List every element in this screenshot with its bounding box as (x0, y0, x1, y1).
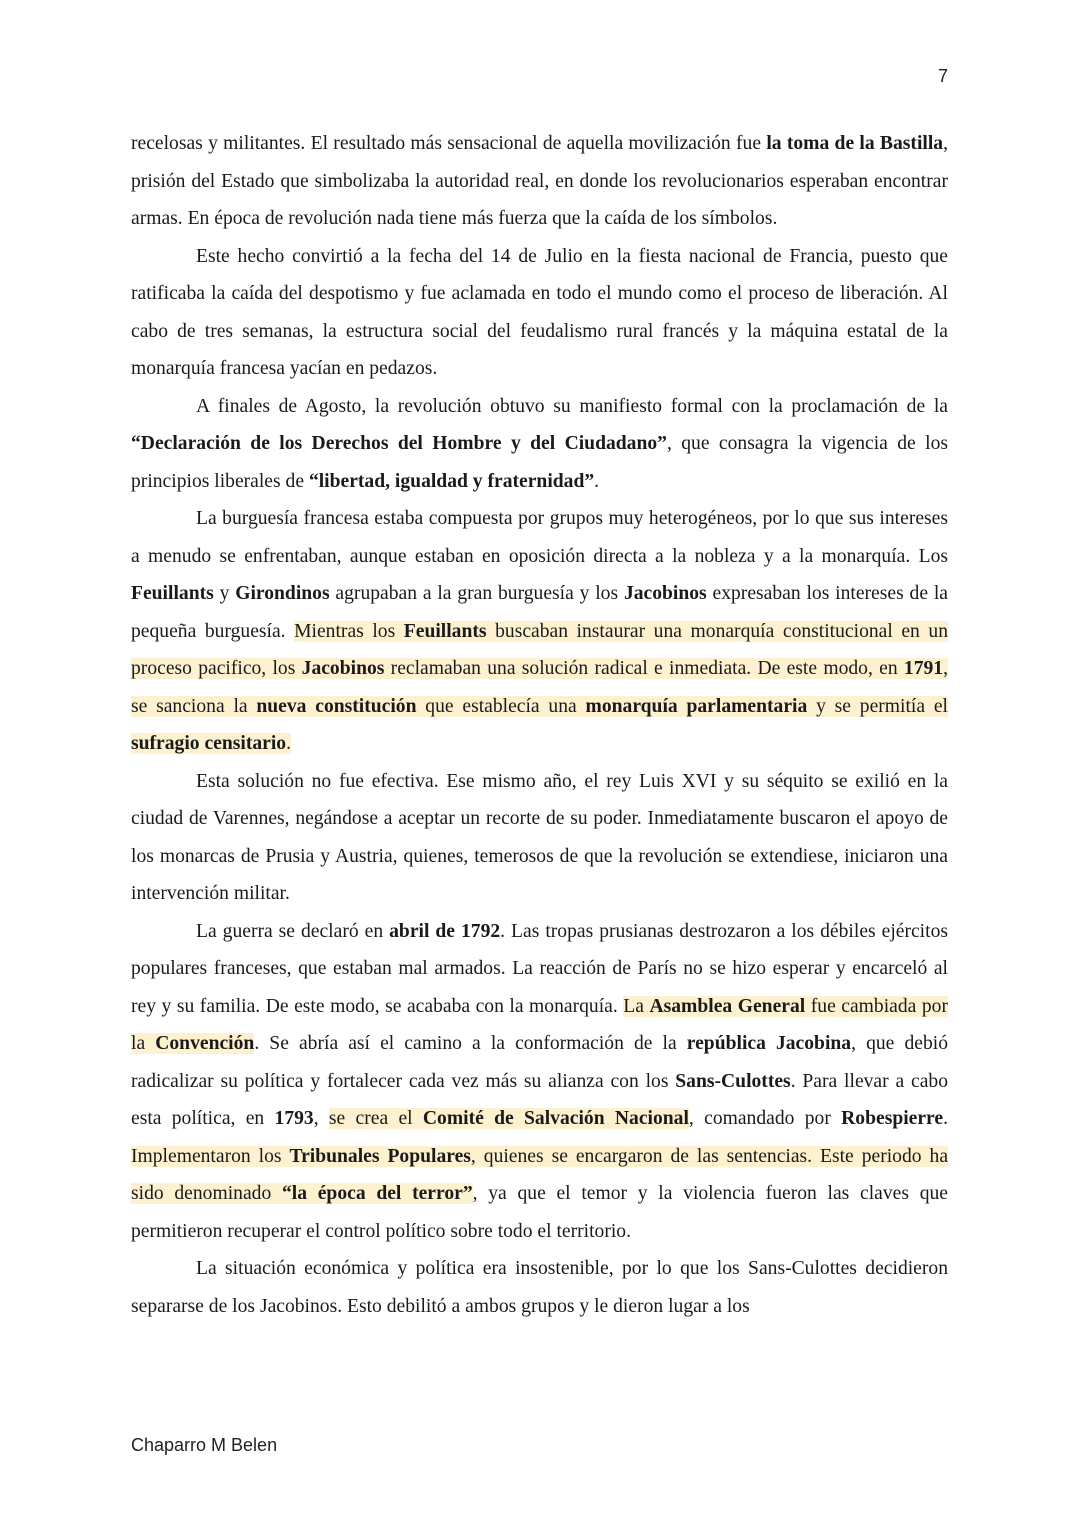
highlighted-text: buscaban instaurar una monarquía constitucional en un proceso pacifico, los (131, 620, 949, 679)
highlighted-text: fue cambiada por la (131, 995, 948, 1054)
highlighted-text: sufragio censitario (131, 733, 287, 754)
text-run: A finales de Agosto, la revolución obtuvo su manifiesto formal con la proclamación de la (196, 395, 948, 417)
bold-text: Robespierre (841, 1108, 944, 1129)
paragraph (131, 125, 948, 238)
text-run: expresaban los intereses de la pequeña burguesía. (131, 583, 948, 642)
bold-text: abril de 1792 (389, 920, 501, 942)
highlighted-text: Implementaron los (131, 1145, 290, 1167)
text-run: y (213, 583, 236, 604)
bold-text: “Declaración de los Derechos del Hombre y del Ciudadano” (131, 433, 667, 454)
text-run: , comandado por (688, 1108, 842, 1129)
paragraph (131, 500, 948, 763)
text-run: Este hecho convirtió a la fecha del 14 de Julio en la fiesta nacional de Francia, puesto que ratificaba la caída del despotismo y fue aclamada en todo el mundo como el proceso de liberación. Al cabo de tres semanas, la estructura social del feudalismo rural francés y la máquina estatal de la monarquía francesa yacían en pedazos. (131, 245, 948, 379)
highlighted-text: . (286, 733, 292, 754)
highlighted-text: Asamblea General (649, 995, 806, 1017)
bold-text: Jacobinos (623, 583, 707, 604)
text-run: . Las tropas prusianas destrozaron a los débiles ejércitos populares franceses, que estaban mal armados. La reacción de París no se hizo esperar y encarceló al rey y su familia. De este modo, se acababa con la monarquía. (131, 920, 948, 1017)
paragraph (131, 1250, 948, 1325)
paragraph (131, 238, 948, 388)
highlighted-text: y se permitía el (807, 695, 948, 717)
highlighted-text: que establecía una (416, 695, 586, 717)
text-run: recelosas y militantes. El resultado más sensacional de aquella movilización fue (131, 133, 767, 154)
highlighted-text: monarquía parlamentaria (585, 695, 808, 717)
highlighted-text: Convención (155, 1033, 255, 1054)
text-run: La burguesía francesa estaba compuesta por grupos muy heterogéneos, por lo que sus intereses a menudo se enfrentaban, aunque estaban en oposición directa a la nobleza y a la monarquía. Los (131, 508, 948, 567)
text-run: . Para llevar a cabo esta política, en (131, 1070, 948, 1129)
highlighted-text: nueva constitución (256, 695, 417, 717)
text-run: Esta solución no fue efectiva. Ese mismo año, el rey Luis XVI y su séquito se exilió en la ciudad de Varennes, negándose a aceptar un recorte de su poder. Inmediatamente buscaron el apoyo de los monarcas de Prusia y Austria, quienes, temerosos de que la revolución se extendiese, iniciaron una intervención militar. (131, 770, 948, 904)
bold-text: Girondinos (235, 583, 330, 604)
highlighted-text: se crea el (328, 1108, 423, 1129)
text-run: . (943, 1108, 949, 1129)
text-run: , que consagra la vigencia de los principios liberales de (131, 433, 948, 492)
text-run: , prisión del Estado que simbolizaba la autoridad real, en donde los revolucionarios esperaban encontrar armas. En época de revolución nada tiene más fuerza que la caída de los símbolos. (131, 133, 948, 229)
paragraph (131, 388, 948, 501)
highlighted-text: Tribunales Populares (289, 1145, 471, 1167)
text-run: . (594, 470, 600, 492)
highlighted-text: , quienes se encargaron de las sentencias. Este periodo ha sido denominado (131, 1145, 949, 1204)
paragraph (131, 763, 948, 913)
bold-text: 1793 (274, 1108, 314, 1129)
bold-text: república Jacobina (686, 1033, 852, 1054)
bold-text: Feuillants (131, 583, 214, 604)
paragraph (131, 913, 948, 1251)
text-run: La situación económica y política era insostenible, por lo que los Sans-Culottes decidieron separarse de los Jacobinos. Esto debilitó a ambos grupos y le dieron lugar a los (131, 1258, 948, 1317)
text-run: , que debió radicalizar su política y fortalecer cada vez más su alianza con los (131, 1033, 948, 1092)
text-run: , (313, 1108, 329, 1129)
highlighted-text: Comité de Salvación Nacional (422, 1108, 689, 1129)
text-run: . Se abría así el camino a la conformación de la (254, 1033, 687, 1054)
highlighted-text: Feuillants (403, 620, 487, 642)
bold-text: la toma de la Bastilla (766, 133, 944, 154)
document-body (131, 125, 948, 1325)
highlighted-text: Mientras los (294, 620, 404, 642)
text-run: La guerra se declaró en (196, 920, 390, 942)
text-run: agrupaban a la gran burguesía y los (329, 583, 624, 604)
highlighted-text: , se sanciona la (131, 658, 948, 717)
highlighted-text: “la época del terror” (281, 1183, 473, 1204)
text-run: , ya que el temor y la violencia fueron las claves que permitieron recuperar el control político sobre todo el territorio. (131, 1183, 948, 1242)
highlighted-text: La (623, 995, 650, 1017)
footer-author: Chaparro M Belen (131, 1435, 278, 1455)
page-number: 7 (937, 66, 948, 86)
highlighted-text: Jacobinos (301, 658, 385, 679)
bold-text: “libertad, igualdad y fraternidad” (308, 470, 595, 492)
highlighted-text: reclamaban una solución radical e inmediata. De este modo, en (384, 658, 904, 679)
bold-text: Sans-Culottes (675, 1070, 791, 1092)
highlighted-text: 1791 (903, 658, 944, 679)
